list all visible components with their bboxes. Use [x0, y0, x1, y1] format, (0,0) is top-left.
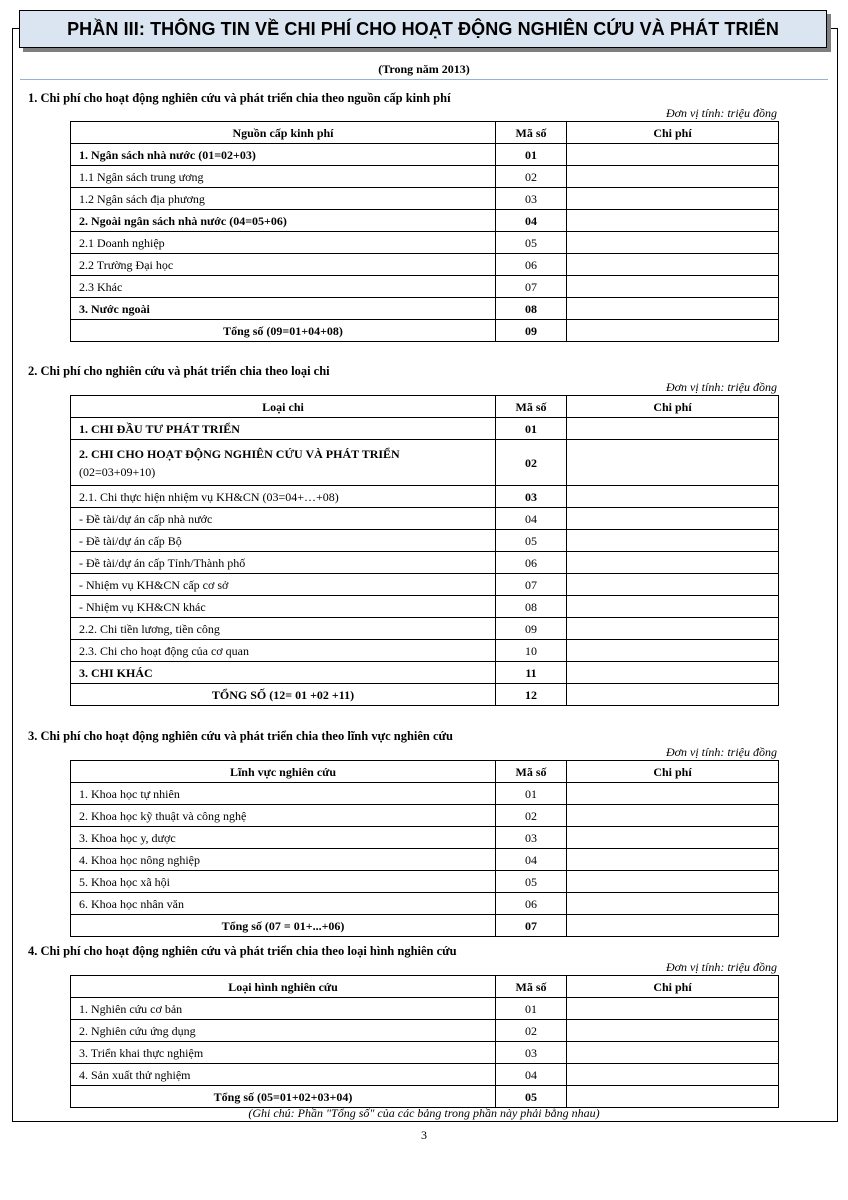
table-row: [71, 618, 779, 640]
row-name: 2.3 Khác: [71, 276, 496, 298]
cost-cell[interactable]: [567, 849, 779, 871]
expense-type-table: [70, 395, 779, 706]
col-header-code: Mã số: [496, 761, 567, 783]
table-row: [71, 827, 779, 849]
cost-cell[interactable]: [567, 574, 779, 596]
page-number: 3: [421, 1128, 427, 1142]
cost-cell[interactable]: [567, 188, 779, 210]
table-row: [71, 508, 779, 530]
cost-cell[interactable]: [567, 783, 779, 805]
row-code: 04: [496, 849, 567, 871]
section4-title: 4. Chi phí cho hoạt động nghiên cứu và phát triển chia theo loại hình nghiên cứu: [28, 944, 457, 958]
col-header-code: Mã số: [496, 976, 567, 998]
section2-unit: Đơn vị tính: triệu đồng: [665, 380, 777, 394]
section2-title: 2. Chi phí cho nghiên cứu và phát triển chia theo loại chi: [28, 364, 330, 378]
cost-cell[interactable]: [567, 530, 779, 552]
col-header-cost: Chi phí: [567, 761, 779, 783]
row-code: 05: [496, 530, 567, 552]
cost-cell[interactable]: [567, 1064, 779, 1086]
cost-cell[interactable]: [567, 144, 779, 166]
table-row: [71, 1020, 779, 1042]
cost-cell[interactable]: [567, 618, 779, 640]
row-code: 03: [496, 188, 567, 210]
table-row: [71, 998, 779, 1020]
cost-cell[interactable]: [567, 166, 779, 188]
table-row: [71, 849, 779, 871]
footnote: (Ghi chú: Phần "Tổng số" của các bảng trong phần này phải bằng nhau): [248, 1106, 600, 1120]
row-code: 04: [496, 210, 567, 232]
section3-title: 3. Chi phí cho hoạt động nghiên cứu và phát triển chia theo lĩnh vực nghiên cứu: [28, 729, 454, 743]
row-code: 05: [496, 1086, 567, 1108]
row-code: 09: [496, 618, 567, 640]
col-header-name: Lĩnh vực nghiên cứu: [71, 761, 496, 783]
cost-cell[interactable]: [567, 298, 779, 320]
cost-cell[interactable]: [567, 1020, 779, 1042]
divider: [20, 79, 828, 80]
research-type-table: [70, 975, 779, 1108]
table-row: [71, 298, 779, 320]
table-row: [71, 1042, 779, 1064]
table-row: [71, 144, 779, 166]
table-row: [71, 1064, 779, 1086]
row-code: 03: [496, 827, 567, 849]
cost-cell[interactable]: [567, 552, 779, 574]
row-code: 10: [496, 640, 567, 662]
row-name: 2.2. Chi tiền lương, tiền công: [71, 618, 496, 640]
row-name: 2. Nghiên cứu ứng dụng: [71, 1020, 496, 1042]
row-name: TỔNG SỐ (12= 01 +02 +11): [71, 684, 496, 706]
row-code: 01: [496, 418, 567, 440]
cost-cell[interactable]: [567, 276, 779, 298]
table-row: [71, 640, 779, 662]
table-header: [71, 976, 779, 998]
page-title: PHẦN III: THÔNG TIN VỀ CHI PHÍ CHO HOẠT ĐỘNG NGHIÊN CỨU VÀ PHÁT TRIỂN: [67, 18, 779, 39]
row-code: 02: [496, 1020, 567, 1042]
cost-cell[interactable]: [567, 596, 779, 618]
table-header: [71, 122, 779, 144]
row-name: - Đề tài/dự án cấp Tỉnh/Thành phố: [71, 552, 496, 574]
row-code: 03: [496, 486, 567, 508]
row-code: 11: [496, 662, 567, 684]
table-row: [71, 486, 779, 508]
table-row: [71, 276, 779, 298]
table-row: [71, 805, 779, 827]
cost-cell[interactable]: [567, 1042, 779, 1064]
cost-cell[interactable]: [567, 254, 779, 276]
row-name-line2: (02=03+09+10): [79, 464, 156, 479]
table-row: [71, 893, 779, 915]
row-name: 2.1 Doanh nghiệp: [71, 232, 496, 254]
table-row: [71, 783, 779, 805]
cost-cell[interactable]: [567, 440, 779, 486]
total-row: [71, 684, 779, 706]
row-code: 12: [496, 684, 567, 706]
row-code: 08: [496, 298, 567, 320]
row-code: 05: [496, 232, 567, 254]
total-row: [71, 915, 779, 937]
row-name: 2. Ngoài ngân sách nhà nước (04=05+06): [71, 210, 496, 232]
cost-cell[interactable]: [567, 508, 779, 530]
row-code: 04: [496, 508, 567, 530]
col-header-name: Loại chi: [71, 396, 496, 418]
col-header-name: Nguồn cấp kinh phí: [71, 122, 496, 144]
row-name: Tổng số (05=01+02+03+04): [71, 1086, 496, 1108]
row-name-line1: 2. CHI CHO HOẠT ĐỘNG NGHIÊN CỨU VÀ PHÁT TRIỂN: [79, 446, 400, 461]
table-row: [71, 662, 779, 684]
row-code: 06: [496, 552, 567, 574]
col-header-code: Mã số: [496, 396, 567, 418]
row-name: 2.1. Chi thực hiện nhiệm vụ KH&CN (03=04+…+08): [71, 486, 496, 508]
cost-cell[interactable]: [567, 640, 779, 662]
cost-cell[interactable]: [567, 1086, 779, 1108]
cost-cell[interactable]: [567, 232, 779, 254]
row-code: 02: [496, 166, 567, 188]
row-code: 04: [496, 1064, 567, 1086]
table-row: [71, 552, 779, 574]
year-note: (Trong năm 2013): [378, 62, 470, 76]
row-name: 3. CHI KHÁC: [71, 662, 496, 684]
col-header-cost: Chi phí: [567, 396, 779, 418]
row-code: 09: [496, 320, 567, 342]
row-name: 3. Khoa học y, dược: [71, 827, 496, 849]
row-code: 08: [496, 596, 567, 618]
section1-title: 1. Chi phí cho hoạt động nghiên cứu và phát triển chia theo nguồn cấp kinh phí: [28, 91, 451, 105]
row-name: 2.2 Trường Đại học: [71, 254, 496, 276]
cost-cell[interactable]: [567, 893, 779, 915]
col-header-cost: Chi phí: [567, 976, 779, 998]
row-name: 2. Khoa học kỹ thuật và công nghệ: [71, 805, 496, 827]
total-row: [71, 320, 779, 342]
cost-cell[interactable]: [567, 662, 779, 684]
row-code: 07: [496, 915, 567, 937]
cost-cell[interactable]: [567, 684, 779, 706]
table-row: [71, 871, 779, 893]
cost-cell[interactable]: [567, 805, 779, 827]
table-row: [71, 596, 779, 618]
cost-cell[interactable]: [567, 418, 779, 440]
row-code: 02: [496, 805, 567, 827]
section3-unit: Đơn vị tính: triệu đồng: [665, 745, 777, 759]
cost-cell[interactable]: [567, 915, 779, 937]
row-name: [71, 440, 496, 486]
table-row: [71, 530, 779, 552]
row-name: 1.1 Ngân sách trung ương: [71, 166, 496, 188]
row-name: Tổng số (07 = 01+...+06): [71, 915, 496, 937]
total-row: [71, 1086, 779, 1108]
section4-unit: Đơn vị tính: triệu đồng: [665, 960, 777, 974]
row-name: 3. Triển khai thực nghiệm: [71, 1042, 496, 1064]
table-header: [71, 761, 779, 783]
row-code: 06: [496, 254, 567, 276]
cost-cell[interactable]: [567, 998, 779, 1020]
research-field-table: [70, 760, 779, 937]
row-name: 5. Khoa học xã hội: [71, 871, 496, 893]
cost-cell[interactable]: [567, 827, 779, 849]
row-code: 02: [496, 440, 567, 486]
table-header: [71, 396, 779, 418]
table-row: [71, 210, 779, 232]
row-name: 1.2 Ngân sách địa phương: [71, 188, 496, 210]
funding-source-table: [70, 121, 779, 342]
row-code: 01: [496, 998, 567, 1020]
row-name: 4. Sản xuất thử nghiệm: [71, 1064, 496, 1086]
row-name: Tổng số (09=01+04+08): [71, 320, 496, 342]
cost-cell[interactable]: [567, 486, 779, 508]
row-code: 07: [496, 574, 567, 596]
row-code: 01: [496, 783, 567, 805]
row-name: - Đề tài/dự án cấp nhà nước: [71, 508, 496, 530]
table-row: [71, 188, 779, 210]
table-row: [71, 440, 779, 486]
cost-cell[interactable]: [567, 871, 779, 893]
table-row: [71, 574, 779, 596]
row-name: - Nhiệm vụ KH&CN cấp cơ sở: [71, 574, 496, 596]
row-name: 6. Khoa học nhân văn: [71, 893, 496, 915]
section1-unit: Đơn vị tính: triệu đồng: [665, 106, 777, 120]
row-code: 05: [496, 871, 567, 893]
row-code: 06: [496, 893, 567, 915]
section-banner: [19, 10, 827, 48]
table-row: [71, 166, 779, 188]
table-row: [71, 418, 779, 440]
table-row: [71, 254, 779, 276]
row-name: 4. Khoa học nông nghiệp: [71, 849, 496, 871]
col-header-cost: Chi phí: [567, 122, 779, 144]
cost-cell[interactable]: [567, 320, 779, 342]
row-name: - Nhiệm vụ KH&CN khác: [71, 596, 496, 618]
table-row: [71, 232, 779, 254]
row-name: 1. Ngân sách nhà nước (01=02+03): [71, 144, 496, 166]
row-code: 07: [496, 276, 567, 298]
row-code: 03: [496, 1042, 567, 1064]
row-name: 3. Nước ngoài: [71, 298, 496, 320]
row-code: 01: [496, 144, 567, 166]
row-name: 1. CHI ĐẦU TƯ PHÁT TRIỂN: [71, 418, 496, 440]
row-name: 1. Nghiên cứu cơ bản: [71, 998, 496, 1020]
col-header-code: Mã số: [496, 122, 567, 144]
row-name: - Đề tài/dự án cấp Bộ: [71, 530, 496, 552]
col-header-name: Loại hình nghiên cứu: [71, 976, 496, 998]
row-name: 2.3. Chi cho hoạt động của cơ quan: [71, 640, 496, 662]
cost-cell[interactable]: [567, 210, 779, 232]
row-name: 1. Khoa học tự nhiên: [71, 783, 496, 805]
